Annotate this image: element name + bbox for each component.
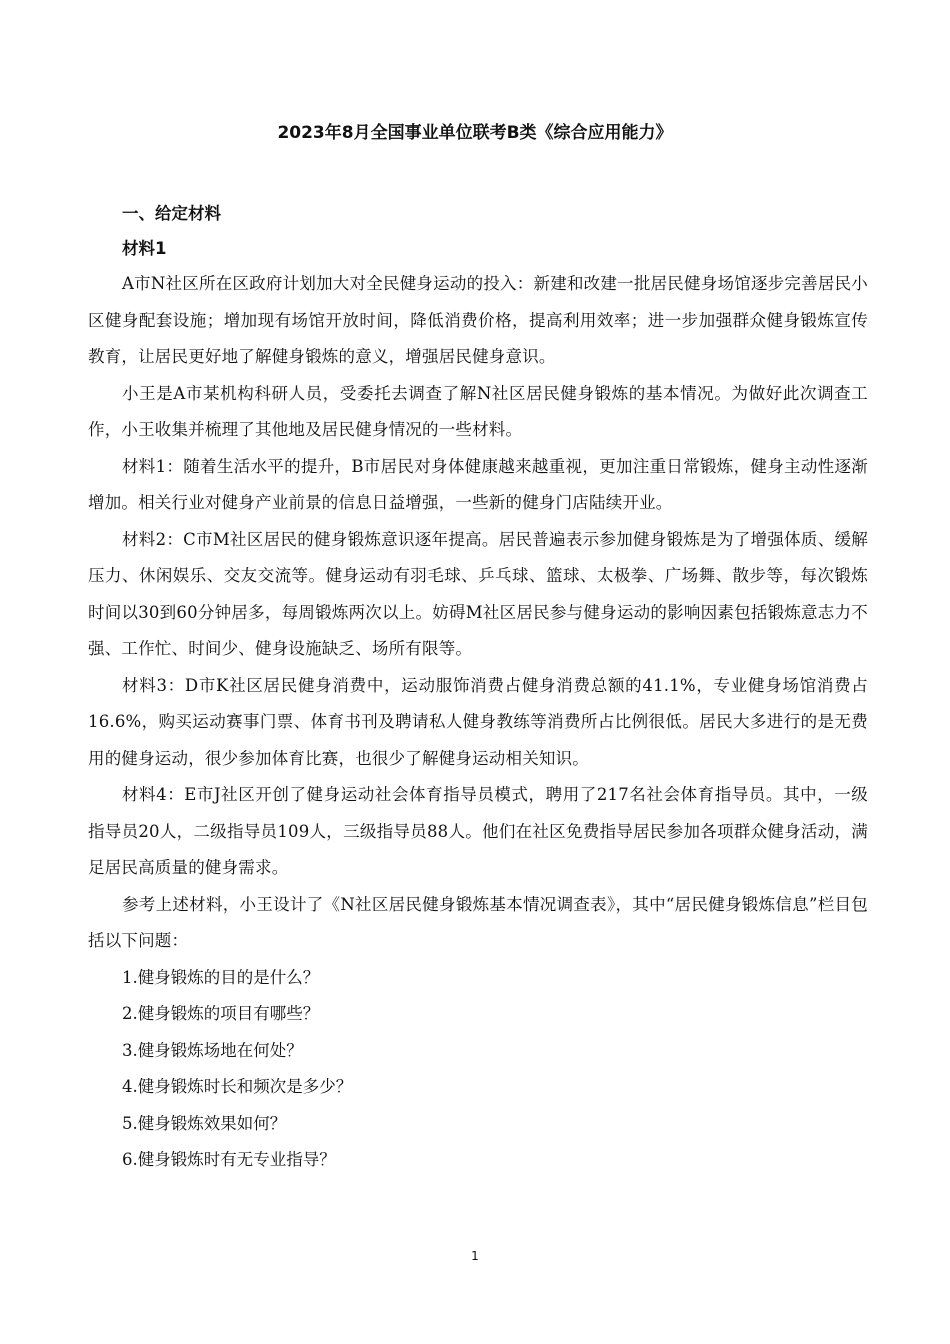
paragraph-district-plan: A市N社区所在区政府计划加大对全民健身运动的投入：新建和改建一批居民健身场馆逐步完善居民小区健身配套设施；增加现有场馆开放时间，降低消费价格，提高利用效率；进一步加强群众健身锻炼宣传教育，让居民更好地了解健身锻炼的意义，增强居民健身意识。 [88, 274, 868, 366]
question-item: 1.健身锻炼的目的是什么？ [122, 967, 320, 987]
paragraph-material-1: 材料1：随着生活水平的提升，B市居民对身体健康越来越重视，更加注重日常锻炼，健身主动性逐渐增加。相关行业对健身产业前景的信息日益增强，一些新的健身门店陆续开业。 [88, 456, 868, 512]
question-item: 2.健身锻炼的项目有哪些？ [122, 1004, 320, 1023]
paragraph-survey-intro: 参考上述材料，小王设计了《N社区居民健身锻炼基本情况调查表》，其中“居民健身锻炼信息”栏目包括以下问题： [88, 894, 868, 950]
material-heading: 材料1 [122, 239, 167, 258]
question-item: 4.健身锻炼时长和频次是多少？ [122, 1077, 353, 1096]
question-list [88, 960, 868, 1179]
paragraph-material-4: 材料4：E市J社区开创了健身运动社会体育指导员模式，聘用了217名社会体育指导员。其中，一级指导员20人，二级指导员109人，三级指导员88人。他们在社区免费指导居民参加各项群众健身活动，满足居民高质量的健身需求。 [88, 785, 868, 877]
question-item: 3.健身锻炼场地在何处？ [122, 1040, 303, 1060]
document-body [88, 196, 868, 1179]
question-item: 6.健身锻炼时有无专业指导？ [122, 1150, 336, 1169]
paragraph-xiaowang-intro: 小王是A市某机构科研人员，受委托去调查了解N社区居民健身锻炼的基本情况。为做好此次调查工作，小王收集并梳理了其他地及居民健身情况的一些材料。 [88, 383, 868, 439]
section-heading: 一、给定材料 [122, 204, 221, 223]
page-number: 1 [471, 1249, 479, 1263]
question-item: 5.健身锻炼效果如何？ [122, 1113, 287, 1133]
paragraph-material-3: 材料3：D市K社区居民健身消费中，运动服饰消费占健身消费总额的41.1%，专业健身场馆消费占16.6%，购买运动赛事门票、体育书刊及聘请私人健身教练等消费所占比例很低。居民大多进行的是无费用的健身运动，很少参加体育比赛，也很少了解健身运动相关知识。 [88, 675, 868, 768]
document-title: 2023年8月全国事业单位联考B类《综合应用能力》 [277, 123, 673, 143]
paragraph-material-2: 材料2：C市M社区居民的健身锻炼意识逐年提高。居民普遍表示参加健身锻炼是为了增强体质、缓解压力、休闲娱乐、交友交流等。健身运动有羽毛球、乒乓球、篮球、太极拳、广场舞、散步等，每次锻炼时间以30到60分钟居多，每周锻炼两次以上。妨碍M社区居民参与健身运动的影响因素包括锻炼意志力不强、工作忙、时间少、健身设施缺乏、场所有限等。 [88, 529, 868, 658]
